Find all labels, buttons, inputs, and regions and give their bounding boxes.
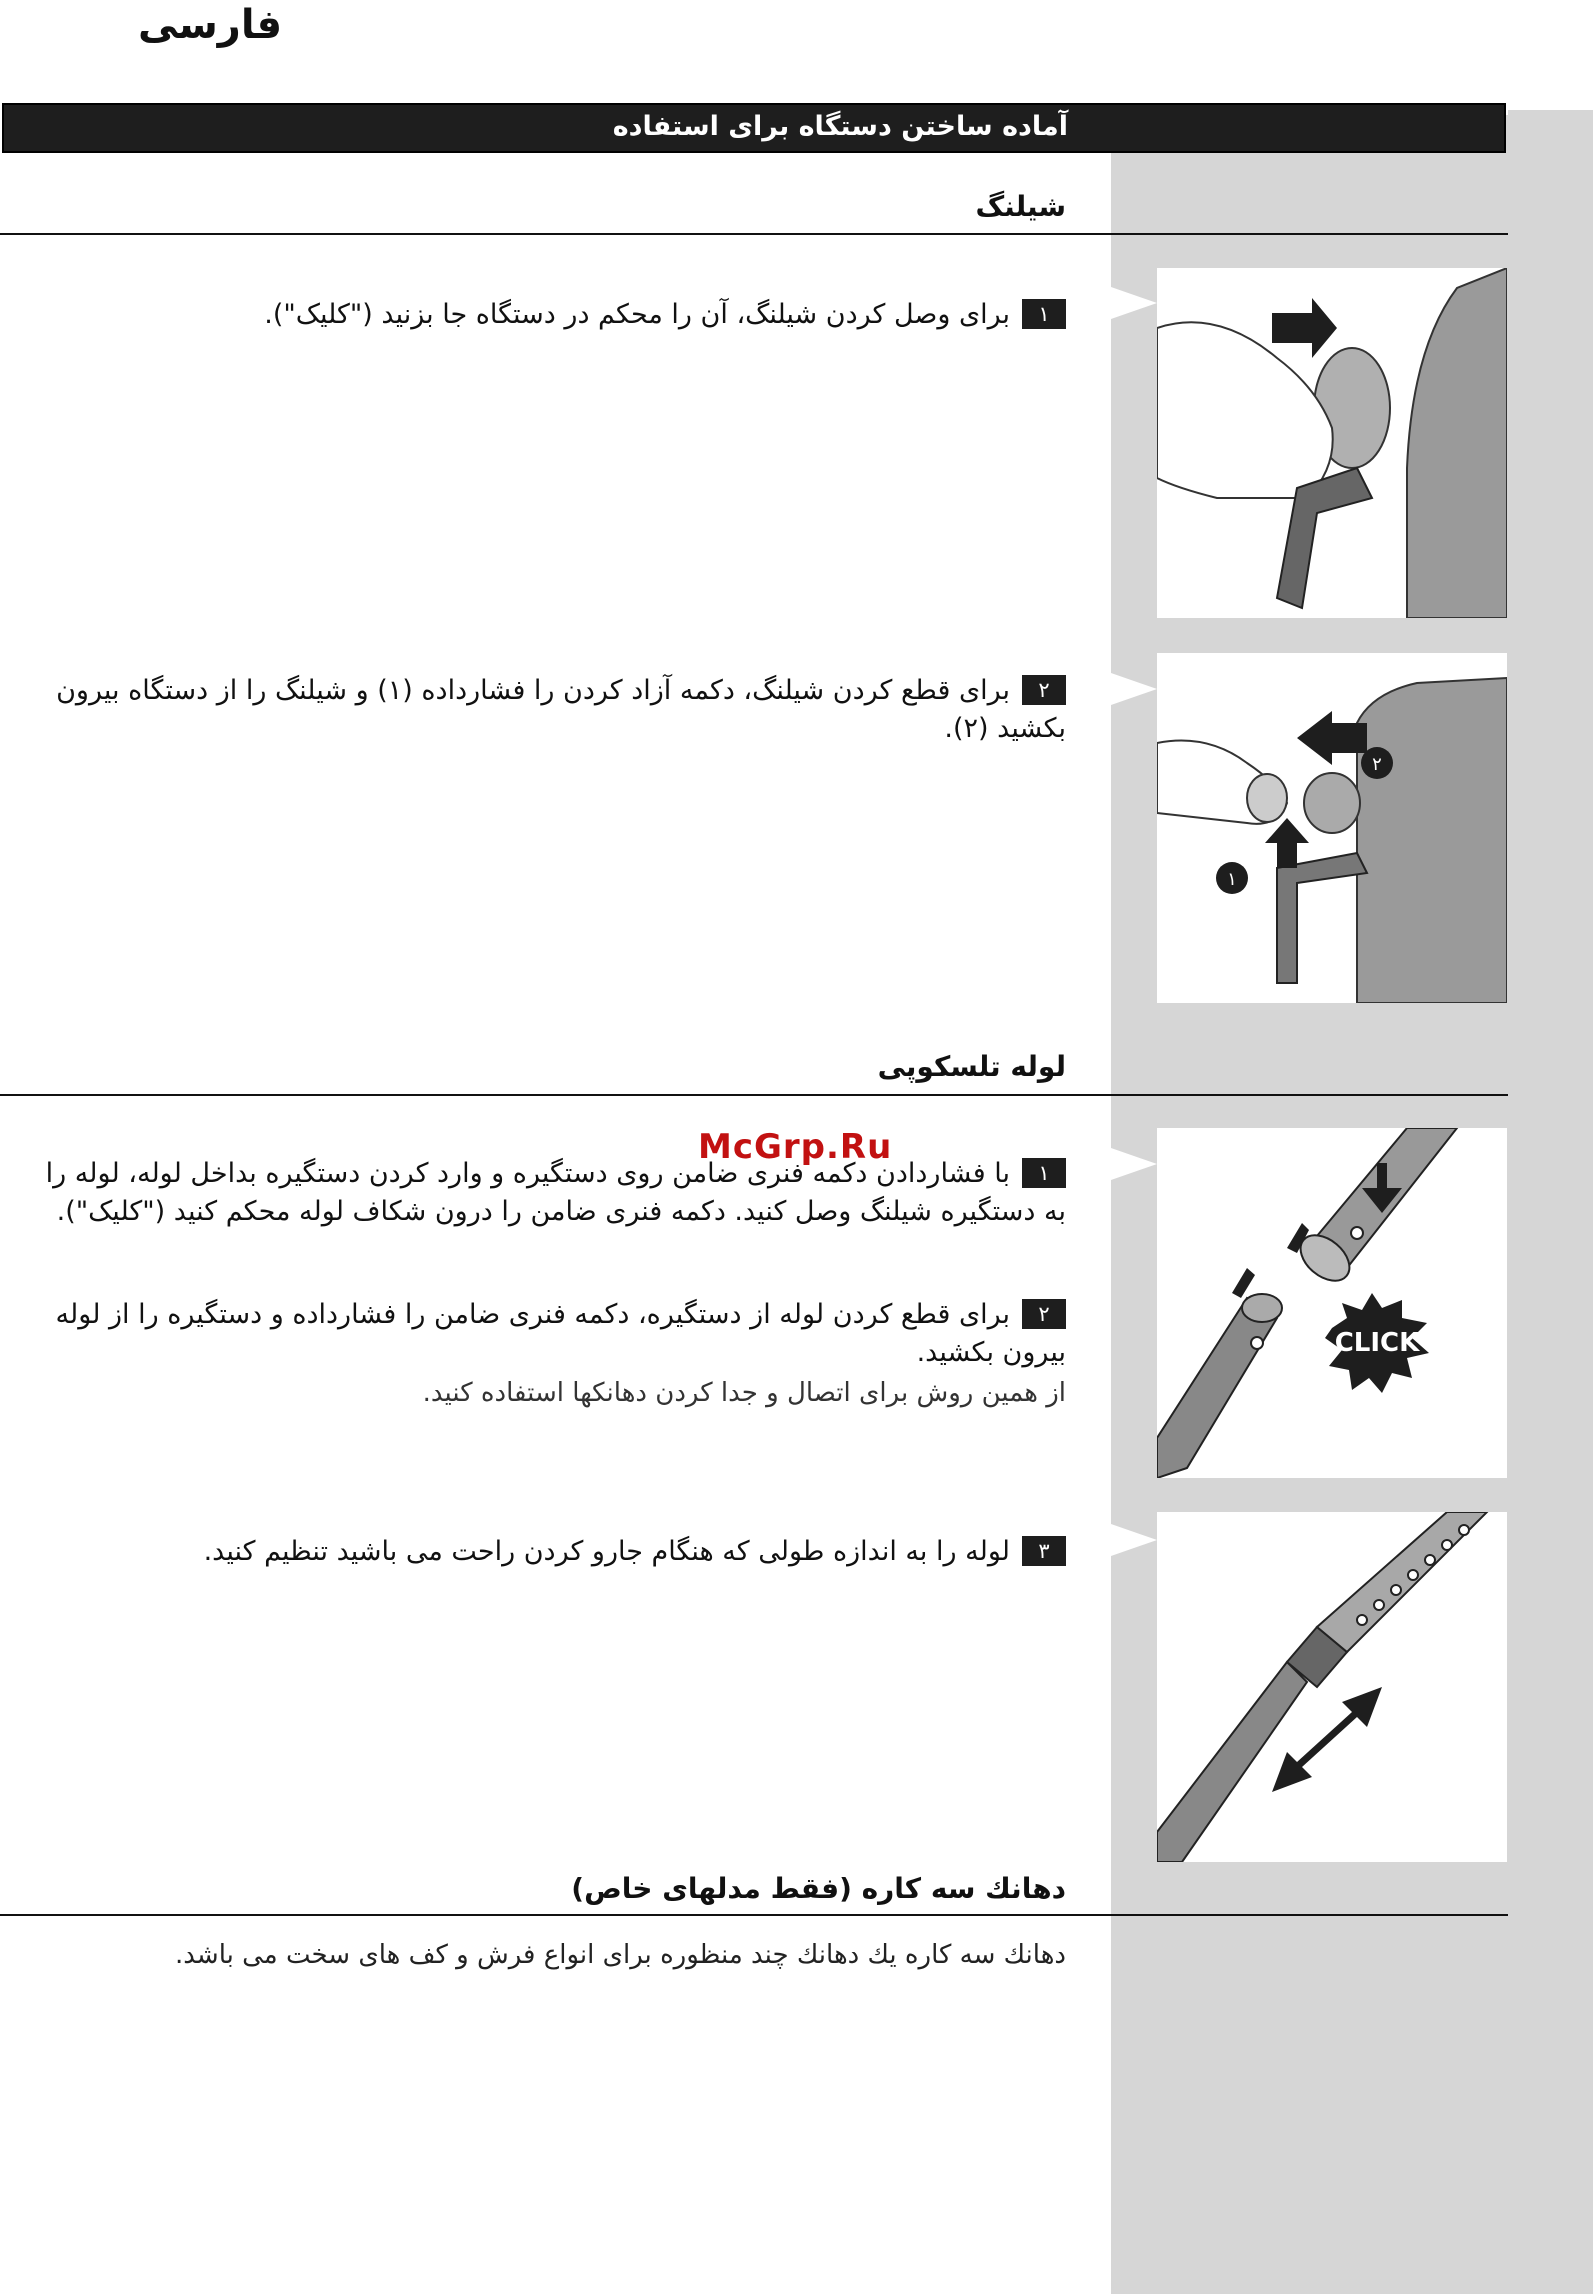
- watermark: McGrp.Ru: [698, 1127, 893, 1167]
- language-title: فارسی: [138, 2, 283, 48]
- sidebar-tab: [1508, 110, 1593, 156]
- step-number: ۱: [1022, 1158, 1066, 1188]
- tube-note: از همین روش برای اتصال و جدا کردن دهانکها استفاده کنید.: [422, 1378, 1066, 1408]
- step-number: ۲: [1022, 1299, 1066, 1329]
- figure-pointer: [1111, 1524, 1157, 1556]
- hose-connect-illustration: [1157, 268, 1507, 618]
- press-arrow-icon: [1232, 1268, 1255, 1298]
- figure-pointer: [1111, 673, 1157, 705]
- click-label: CLICK: [1334, 1328, 1420, 1358]
- step-number: ۲: [1022, 675, 1066, 705]
- figure-hose-disconnect: [1157, 653, 1507, 1003]
- tube-step-2: [36, 1296, 1066, 1372]
- banner-title: آماده ساختن دستگاه برای استفاده: [612, 111, 1068, 142]
- step-number: ۱: [1022, 299, 1066, 329]
- step-text: برای قطع کردن شیلنگ، دکمه آزاد کردن را فشارداده (۱) و شیلنگ را از دستگاه بیرون بکشید (۲).: [56, 675, 1066, 744]
- step-number: ۳: [1022, 1536, 1066, 1566]
- step-text: برای قطع کردن لوله از دستگیره، دکمه فنری ضامن را فشارداده و دستگیره را از لوله بیرون بکشید.: [55, 1299, 1066, 1368]
- tube-connect-illustration: [1157, 1128, 1507, 1478]
- step-text: برای وصل کردن شیلنگ، آن را محکم در دستگاه جا بزنید ("کلیک").: [264, 299, 1010, 330]
- right-arrow-icon: [1272, 298, 1337, 358]
- tube-step-1: [36, 1155, 1066, 1231]
- step-text: با فشاردادن دکمه فنری ضامن روی دستگیره و وارد کردن دستگیره بداخل لوله، لوله را به دستگیره شیلنگ وصل کنید. دکمه فنری ضامن را درون شکاف لوله محکم کنید ("کلیک").: [45, 1158, 1066, 1227]
- section-rule: [0, 1094, 1508, 1096]
- nozzle-description: دهانك سه كاره يك دهانك چند منظوره برای انواع فرش و كف های سخت می باشد.: [175, 1940, 1066, 1970]
- figure-tube-connect: [1157, 1128, 1507, 1478]
- chapter-banner: [2, 103, 1506, 153]
- hose-disconnect-illustration: [1157, 653, 1507, 1003]
- tube-length-illustration: [1157, 1512, 1507, 1862]
- figure-pointer: [1111, 1148, 1157, 1180]
- section-rule: [0, 1914, 1508, 1916]
- up-arrow-icon: [1265, 818, 1309, 868]
- step-text: لوله را به اندازه طولی که هنگام جارو کردن راحت می باشید تنظیم کنید.: [203, 1536, 1010, 1567]
- hose-step-1: [36, 296, 1066, 334]
- callout-2: ۲: [1372, 754, 1382, 775]
- section-title-hose: شیلنگ: [975, 190, 1066, 223]
- tube-step-3: [36, 1533, 1066, 1571]
- section-rule: [0, 233, 1508, 235]
- figure-tube-length: [1157, 1512, 1507, 1862]
- figure-hose-connect: [1157, 268, 1507, 618]
- figure-pointer: [1111, 287, 1157, 319]
- section-title-tube: لوله تلسکوپی: [877, 1050, 1066, 1083]
- callout-1: ۱: [1227, 869, 1237, 890]
- section-title-nozzle: دهانك سه كاره (فقط مدلهای خاص): [571, 1872, 1066, 1905]
- hose-step-2: [36, 672, 1066, 748]
